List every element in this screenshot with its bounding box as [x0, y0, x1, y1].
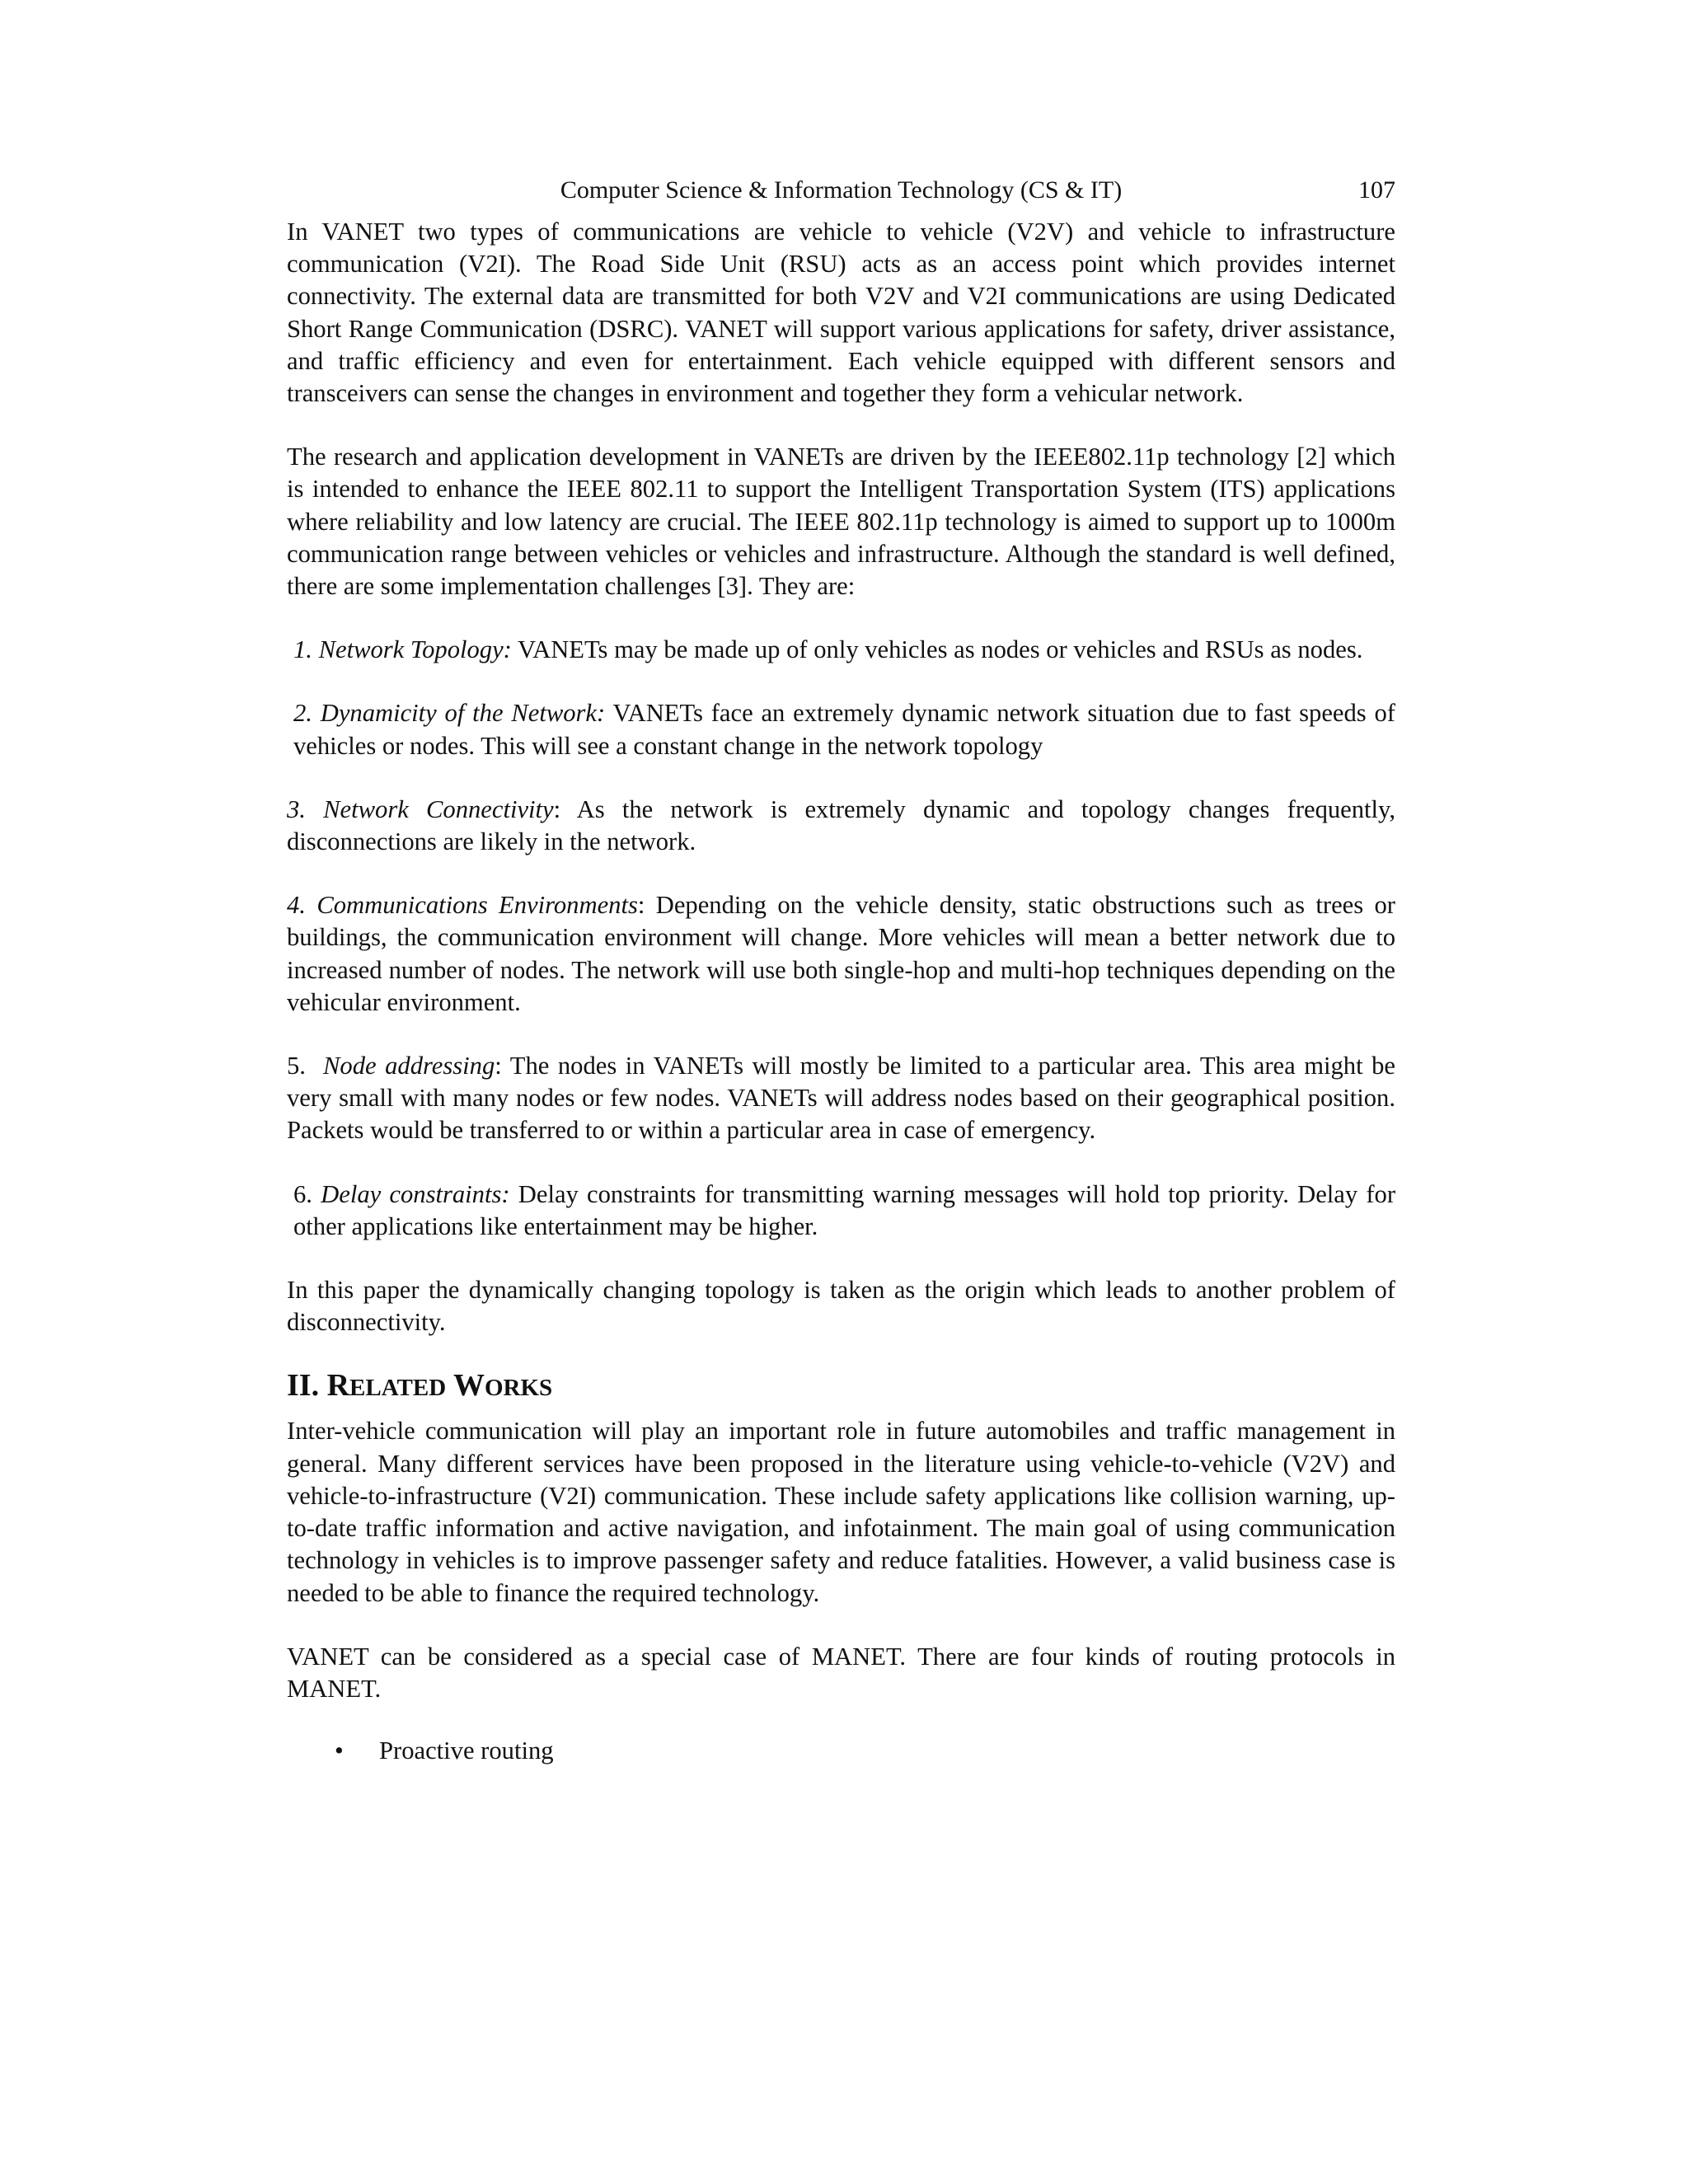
manet-paragraph: VANET can be considered as a special case of MANET. There are four kinds of routing protocols in MANET.	[287, 1642, 1395, 1703]
list-item	[287, 1735, 1395, 1767]
running-header	[287, 173, 1395, 208]
challenge-node-addressing	[287, 1050, 1395, 1147]
challenge-text: : Depending on the vehicle density, static obstructions such as trees or buildings, the communication environment will change. More vehicles will mean a better network due to increased number of nodes. The network will use both single-hop and multi-hop techniques depending on the vehicular environment.	[287, 891, 1395, 1016]
challenge-number: 5.	[287, 1052, 306, 1080]
section-title-part: W	[452, 1368, 485, 1404]
intro-paragraph: In VANET two types of communications are vehicle to vehicle (V2V) and vehicle to infrastructure communication (V2I). The Road Side Unit (RSU) acts as an access point which provides internet connectivity. The external data are transmitted for both V2V and V2I communications are using Dedicated Short Range Communication (DSRC). VANET will support various applications for safety, driver assistance, and traffic efficiency and even for entertainment. Each vehicle equipped with different sensors and transceivers can sense the changes in environment and together they form a vehicular network.	[287, 218, 1395, 408]
section-title-part: ORKS	[484, 1375, 553, 1402]
challenge-term: 1. Network Topology:	[293, 635, 512, 664]
challenge-text: Delay constraints for transmitting warning messages will hold top priority. Delay for other applications like entertainment may be higher.	[293, 1179, 1396, 1240]
section-number: II.	[287, 1368, 320, 1404]
challenge-text: VANETs face an extremely dynamic network situation due to fast speeds of vehicles or nodes. This will see a constant change in the network topology	[293, 699, 1395, 760]
challenge-network-topology	[287, 634, 1395, 666]
conclusion-paragraph: In this paper the dynamically changing topology is taken as the origin which leads to another problem of disconnectivity.	[287, 1276, 1395, 1337]
challenge-term: 3. Network Connectivity	[287, 794, 554, 823]
section-title-part: R	[326, 1368, 350, 1404]
list-item-text: Proactive routing	[379, 1736, 554, 1765]
challenge-term: 2. Dynamicity of the Network:	[293, 699, 606, 728]
related-works-paragraph: Inter-vehicle communication will play an important role in future automobiles and traffic management in general. Many different services have been proposed in the literature using vehicle-to-vehicle (V2V) and vehicle-to-infrastructure (V2I) communication. These include safety applications like collision warning, up-to-date traffic information and active navigation, and infotainment. The main goal of using communication technology in vehicles is to improve passenger safety and reduce fatalities. However, a valid business case is needed to be able to finance the required technology.	[287, 1417, 1395, 1607]
challenge-communications-environments	[287, 889, 1395, 1019]
challenge-text: : The nodes in VANETs will mostly be limited to a particular area. This area might be very small with many nodes or few nodes. VANETs will address nodes based on their geographical position. Packets would be transferred to or within a particular area in case of emergency.	[287, 1052, 1396, 1145]
section-title-part: ELATED	[349, 1375, 447, 1402]
challenge-connectivity	[287, 794, 1395, 858]
challenge-number: 6.	[293, 1179, 312, 1208]
page-content	[287, 173, 1395, 1767]
challenge-term: Node addressing	[323, 1052, 495, 1080]
challenge-text: : As the network is extremely dynamic and topology changes frequently, disconnections are likely in the network.	[287, 794, 1396, 856]
routing-protocol-list	[287, 1735, 1395, 1767]
bullet-icon: •	[335, 1736, 344, 1765]
challenge-term: 4. Communications Environments	[287, 891, 638, 920]
research-paragraph: The research and application development in VANETs are driven by the IEEE802.11p technology [2] which is intended to enhance the IEEE 802.11 to support the Intelligent Transportation System (ITS) applications where reliability and low latency are crucial. The IEEE 802.11p technology is aimed to support up to 1000m communication range between vehicles or vehicles and infrastructure. Although the standard is well defined, there are some implementation challenges [3]. They are:	[287, 443, 1395, 601]
page-number: 107	[1358, 176, 1395, 204]
journal-title: Computer Science & Information Technology (CS & IT)	[560, 176, 1123, 204]
header-spacer	[287, 208, 1395, 216]
challenge-dynamicity	[287, 697, 1395, 762]
challenge-delay-constraints	[287, 1179, 1395, 1243]
challenge-text: VANETs may be made up of only vehicles as nodes or vehicles and RSUs as nodes.	[511, 635, 1363, 664]
challenge-term: Delay constraints:	[321, 1179, 510, 1208]
section-heading-related-works	[287, 1366, 1395, 1407]
